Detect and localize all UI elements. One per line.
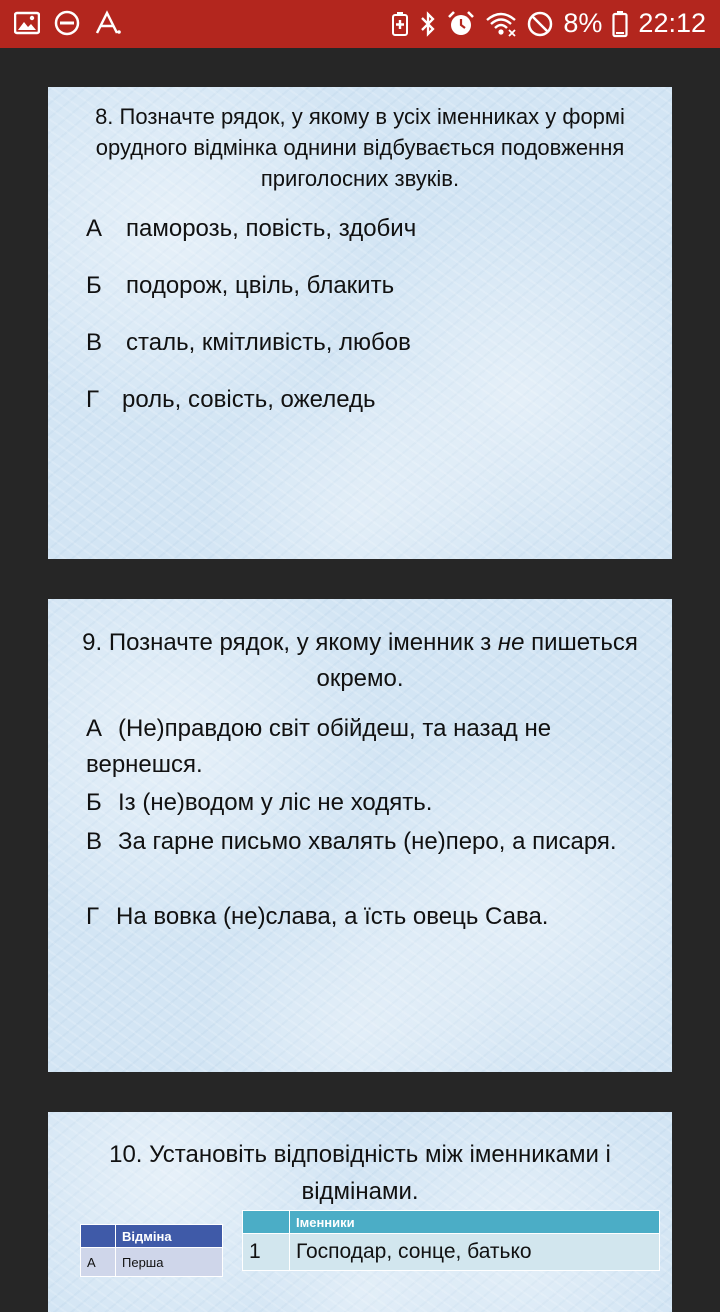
declension-table — [80, 1224, 223, 1277]
row-key: 1 — [243, 1234, 290, 1271]
answer-option-d — [86, 899, 642, 935]
slide-question-10[interactable] — [48, 1112, 672, 1312]
option-letter: Г — [86, 903, 99, 930]
answer-option-a — [86, 211, 642, 247]
question-text-end: пишеться окремо. — [316, 629, 638, 692]
nouns-table — [242, 1210, 660, 1271]
option-letter: В — [86, 828, 103, 855]
answer-option-b — [86, 268, 642, 304]
option-letter: В — [86, 329, 103, 356]
option-letter: Г — [86, 386, 99, 413]
option-text: паморозь, повість, здобич — [126, 215, 417, 242]
question-title: 10. Установіть відповідність між іменниками і відмінами. — [109, 1141, 611, 1205]
question-emphasis: не — [497, 629, 525, 656]
do-not-disturb-icon — [54, 10, 80, 36]
option-letter: А — [86, 715, 103, 742]
answer-option-c — [86, 824, 642, 860]
slide-question-8[interactable] — [48, 87, 672, 559]
image-notification-icon — [14, 11, 40, 35]
option-text: сталь, кмітливість, любов — [126, 329, 411, 356]
answer-option-c — [86, 325, 642, 361]
table-header: Іменники — [290, 1211, 660, 1234]
blocked-icon — [527, 11, 553, 37]
option-letter: Б — [86, 789, 102, 816]
alarm-icon — [447, 10, 475, 38]
status-bar — [0, 0, 720, 48]
row-value: Перша — [116, 1248, 223, 1277]
row-value: Господар, сонце, батько — [290, 1234, 660, 1271]
option-text: (Не)правдою світ обійдеш, та назад не вернешся. — [86, 715, 552, 778]
battery-saver-icon — [391, 11, 409, 37]
question-title — [68, 625, 652, 697]
answer-option-b — [86, 785, 642, 821]
question-text-start: 9. Позначте рядок, у якому іменник з — [82, 629, 498, 656]
slide-question-9[interactable] — [48, 599, 672, 1072]
clock-time: 22:12 — [638, 8, 706, 38]
bluetooth-icon — [419, 10, 437, 38]
table-row — [81, 1248, 223, 1277]
table-header: Відміна — [116, 1225, 223, 1248]
option-letter: А — [86, 215, 103, 242]
option-text: Із (не)водом у ліс не ходять. — [118, 789, 433, 816]
battery-icon — [612, 10, 628, 38]
answer-option-d — [86, 382, 642, 418]
option-letter: Б — [86, 272, 102, 299]
table-row — [243, 1234, 660, 1271]
answer-option-a — [86, 711, 642, 783]
table-header-corner — [243, 1211, 290, 1234]
table-header-corner — [81, 1225, 116, 1248]
option-text: подорож, цвіль, блакить — [126, 272, 395, 299]
font-a-icon — [94, 10, 122, 36]
row-key: А — [81, 1248, 116, 1277]
option-text: На вовка (не)слава, а їсть овець Сава. — [116, 903, 549, 930]
battery-percentage: 8% — [563, 8, 603, 38]
option-text: роль, совість, ожеледь — [122, 386, 376, 413]
question-title: 8. Позначте рядок, у якому в усіх іменниках у формі орудного відмінка однини відбувається подовження приголосних звуків. — [95, 104, 625, 191]
option-text: За гарне письмо хвалять (не)перо, а писаря. — [118, 828, 617, 855]
wifi-icon — [485, 11, 517, 37]
